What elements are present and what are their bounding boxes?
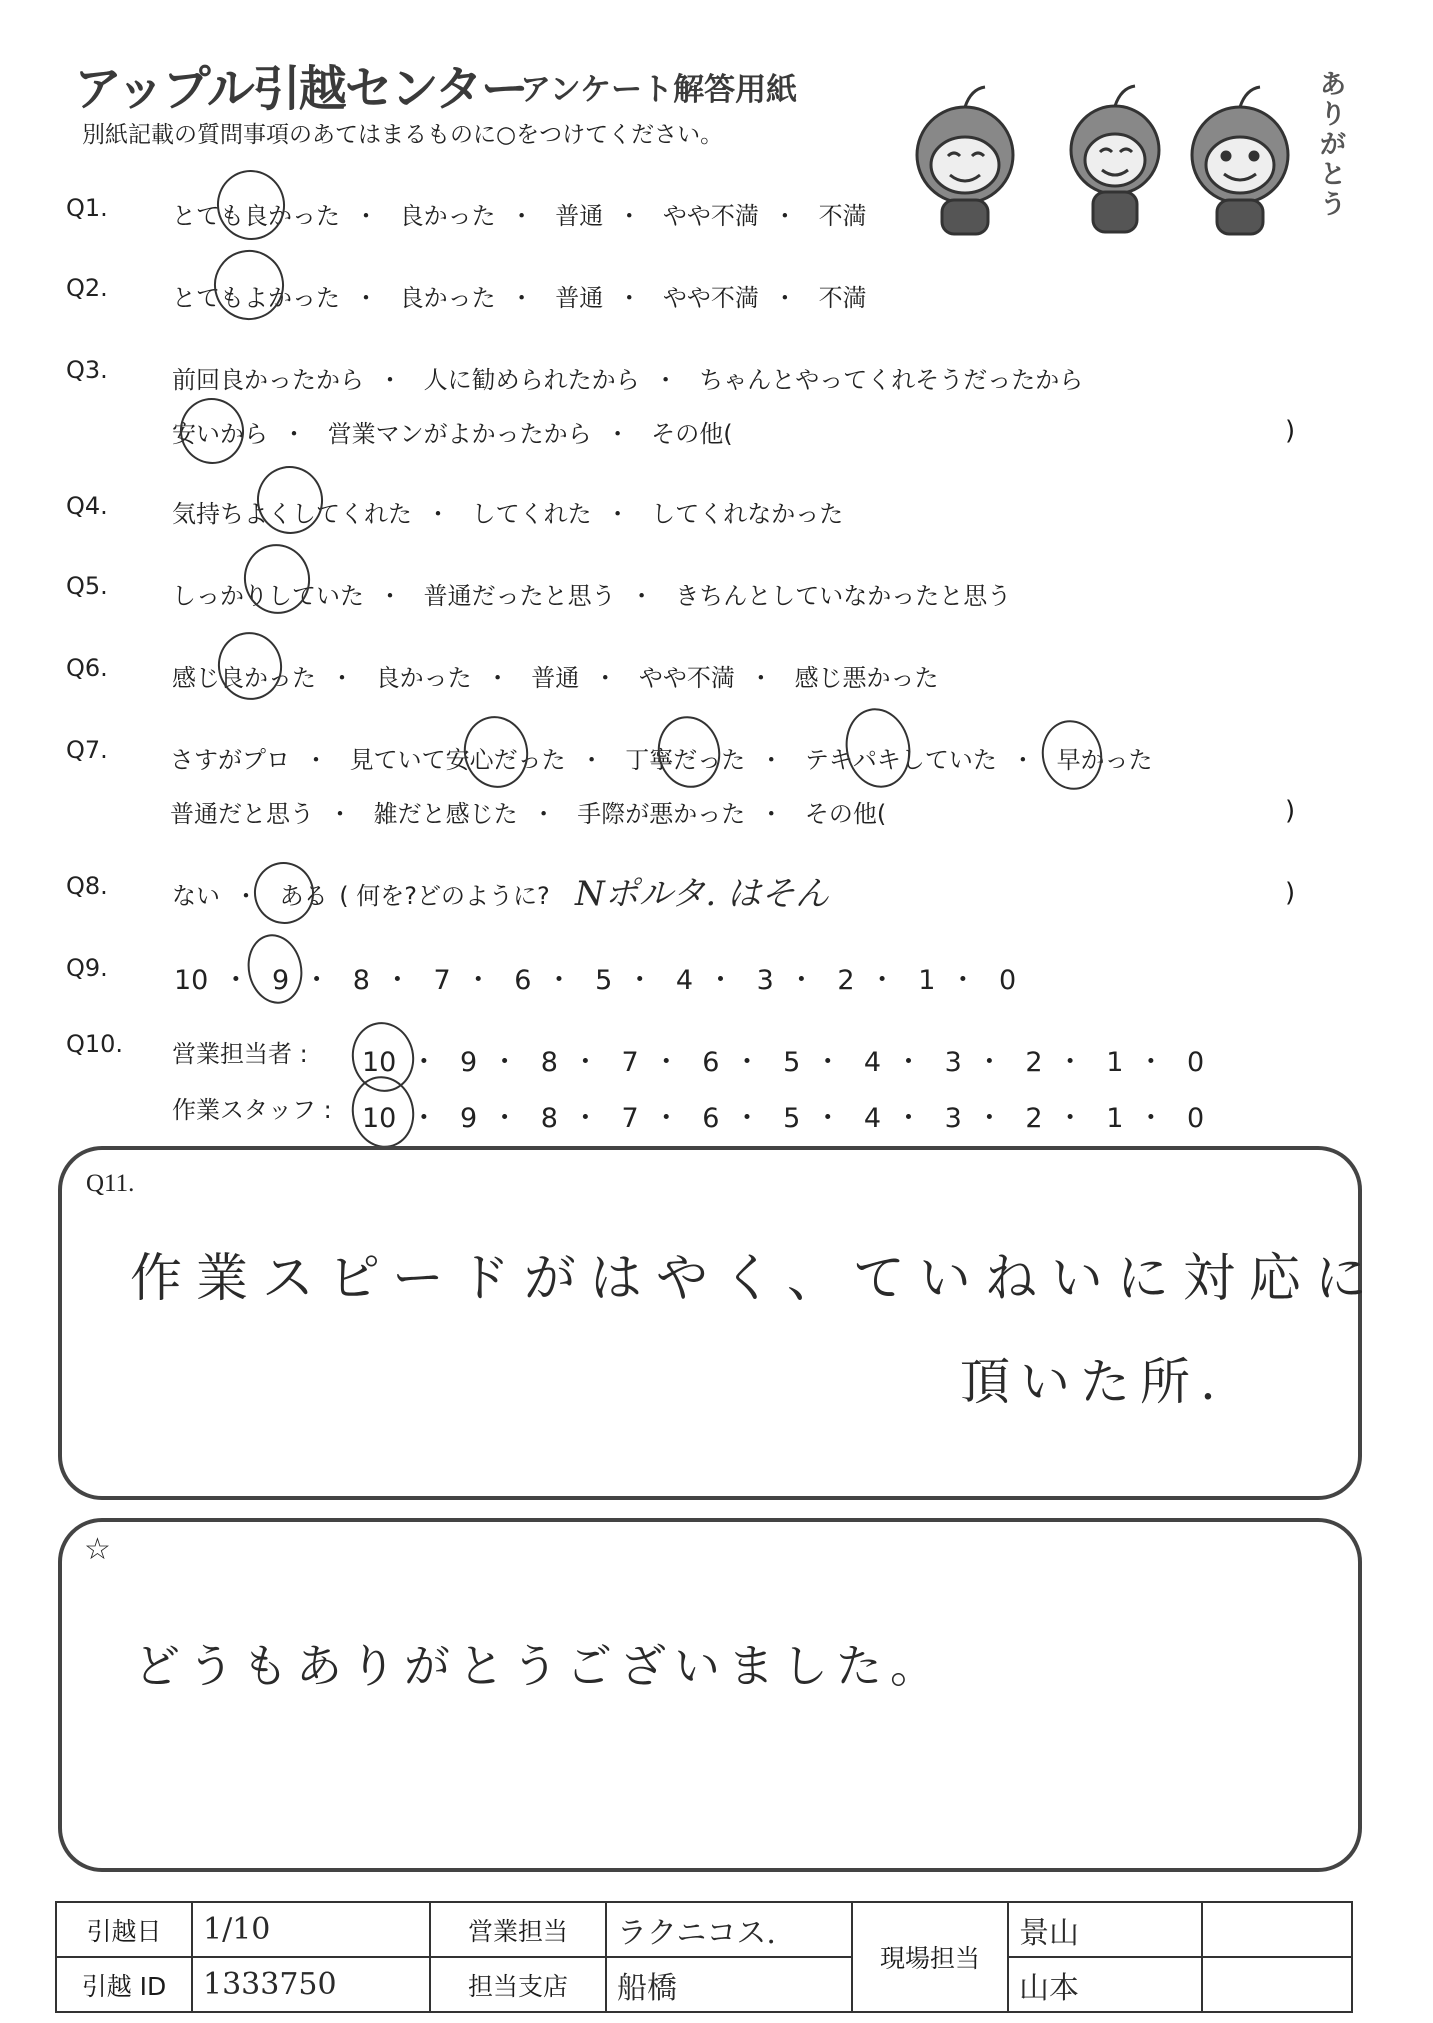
q10-staff-score[interactable]: 3 — [944, 1103, 962, 1134]
q1-label: Q1. — [66, 194, 108, 222]
selection-circle — [457, 710, 535, 794]
q10-sales-score[interactable]: 9 — [459, 1047, 478, 1078]
q7-option[interactable]: 雑だと感じた — [373, 800, 518, 828]
q6-option[interactable]: 感じ悪かった — [794, 664, 939, 692]
branch-label: 担当支店 — [430, 1957, 606, 2012]
q3-option[interactable]: 安いから — [172, 420, 268, 448]
selection-circle — [1035, 715, 1108, 796]
empty-cell — [1202, 1957, 1352, 2012]
q3-option[interactable]: 営業マンがよかったから — [327, 420, 592, 448]
q1-option[interactable]: 普通 — [555, 202, 604, 230]
move-id-value[interactable]: 1333750 — [192, 1957, 430, 2012]
move-date-label: 引越日 — [56, 1902, 192, 1957]
q9-label: Q9. — [66, 954, 108, 982]
q10-staff-label: 作業スタッフ : — [172, 1096, 332, 1124]
star-handwritten-comment: どうもありがとうございました。 — [134, 1639, 944, 1693]
selection-circle — [838, 702, 917, 794]
q1-option[interactable]: 不満 — [818, 202, 867, 230]
q7-option[interactable]: テキパキしていた — [804, 746, 997, 774]
q10-sales-score[interactable]: 3 — [944, 1047, 962, 1078]
empty-cell — [1202, 1902, 1352, 1957]
q11-comment-box[interactable] — [58, 1146, 1362, 1500]
mascot-illustration — [890, 60, 1360, 240]
selection-circle — [345, 1070, 421, 1153]
q1-options: とても良かった ・ 良かった ・ 普通 ・ やや不満 ・ 不満 — [172, 196, 867, 231]
q7-close-paren: ) — [1285, 796, 1296, 826]
selection-circle — [174, 392, 250, 470]
q3-close-paren: ) — [1285, 416, 1296, 446]
form-title: アップル引越センター — [74, 61, 527, 117]
q6-option[interactable]: やや不満 — [638, 664, 735, 692]
q9-score[interactable]: 6 — [514, 965, 532, 996]
site-staff-label: 現場担当 — [852, 1902, 1008, 2012]
site-staff-value-2[interactable]: 山本 — [1008, 1957, 1202, 2012]
star-icon: ☆ — [84, 1533, 111, 1566]
q10-staff-score[interactable]: 7 — [621, 1103, 639, 1134]
q10-sales-score[interactable]: 2 — [1025, 1047, 1043, 1078]
q7-option[interactable]: 早かった — [1056, 746, 1153, 774]
q3-label: Q3. — [66, 356, 108, 384]
selection-circle — [212, 626, 289, 706]
q9-score[interactable]: 0 — [998, 965, 1017, 996]
q6-label: Q6. — [66, 654, 108, 682]
site-staff-value-1[interactable]: 景山 — [1008, 1902, 1202, 1957]
q3-option-other[interactable]: その他( — [651, 420, 733, 448]
q10-staff-score[interactable]: 8 — [540, 1103, 558, 1134]
q9-score[interactable]: 5 — [595, 965, 613, 996]
q6-option[interactable]: 普通 — [531, 664, 580, 692]
q11-label: Q11. — [86, 1170, 135, 1197]
q8-option[interactable]: ない — [172, 882, 220, 910]
q10-staff-score[interactable]: 6 — [702, 1103, 720, 1134]
q2-label: Q2. — [66, 274, 108, 302]
q5-option[interactable]: きちんとしていなかったと思う — [675, 582, 1012, 610]
q8-options: ない ・ ある ( 何を?どのように? — [172, 876, 550, 911]
q3-options-line1: 前回良かったから ・ 人に勧められたから ・ ちゃんとやってくれそうだったから — [172, 360, 1083, 395]
q2-options: とてもよかった ・ 良かった ・ 普通 ・ やや不満 ・ 不満 — [172, 278, 867, 313]
q3-option[interactable]: 前回良かったから — [172, 366, 364, 394]
q7-options-line1: さすがプロ ・ 見ていて安心だった ・ 丁寧だった ・ テキパキしていた ・ 早かった — [170, 740, 1153, 775]
q4-label: Q4. — [66, 492, 108, 520]
q10-sales-score[interactable]: 6 — [702, 1047, 720, 1078]
q10-staff-score[interactable]: 0 — [1186, 1103, 1205, 1134]
q10-staff-score[interactable]: 9 — [459, 1103, 478, 1134]
q2-option[interactable]: 普通 — [555, 284, 604, 312]
q9-score[interactable]: 1 — [918, 965, 936, 996]
q2-option[interactable]: 良かった — [399, 284, 496, 312]
q4-option[interactable]: 気持ちよくしてくれた — [172, 500, 412, 528]
q1-option[interactable]: やや不満 — [662, 202, 759, 230]
selection-circle — [651, 710, 727, 793]
q10-staff-score[interactable]: 2 — [1025, 1103, 1043, 1134]
q10-sales-score[interactable]: 1 — [1106, 1047, 1124, 1078]
q9-score[interactable]: 8 — [352, 965, 370, 996]
q11-handwritten-line2: 頂いた所. — [960, 1353, 1226, 1411]
instruction-text: 別紙記載の質問事項のあてはまるものに○をつけてください。 — [82, 122, 724, 148]
q5-option[interactable]: しっかりしていた — [172, 582, 364, 610]
q6-options: 感じ良かった ・ 良かった ・ 普通 ・ やや不満 ・ 感じ悪かった — [172, 658, 939, 693]
q10-label: Q10. — [66, 1030, 124, 1058]
form-subtitle: アンケート解答用紙 — [520, 72, 798, 108]
q8-handwritten-answer[interactable]: Nポルタ. はそん — [575, 874, 830, 914]
q10-sales-score[interactable]: 7 — [621, 1047, 639, 1078]
monkey-mascot-icon — [890, 60, 1360, 240]
q11-handwritten-line1: 作業スピードがはやく、ていねいに対応に — [130, 1249, 1381, 1309]
q10-sales-scale: 10 ・ 9 ・ 8 ・ 7 ・ 6 ・ 5 ・ 4 ・ 3 ・ 2 ・ 1 ・ 0 — [362, 1047, 1205, 1078]
q8-option[interactable]: ある — [279, 882, 328, 910]
q10-sales-label: 営業担当者 : — [172, 1040, 308, 1068]
q7-options-line2: 普通だと思う ・ 雑だと感じた ・ 手際が悪かった ・ その他( — [170, 794, 886, 829]
q8-prompt: ( 何を?どのように? — [339, 882, 550, 910]
q2-option[interactable]: とてもよかった — [172, 284, 340, 312]
q7-option[interactable]: さすがプロ — [170, 746, 290, 774]
q10-staff-scale: 10 ・ 9 ・ 8 ・ 7 ・ 6 ・ 5 ・ 4 ・ 3 ・ 2 ・ 1 ・ 0 — [362, 1103, 1205, 1134]
sales-rep-value[interactable]: ラクニコス. — [606, 1902, 852, 1957]
q10-sales-score[interactable]: 8 — [540, 1047, 558, 1078]
move-id-label: 引越 ID — [56, 1957, 192, 2012]
q4-options: 気持ちよくしてくれた ・ してくれた ・ してくれなかった — [172, 494, 843, 529]
q6-option[interactable]: 良かった — [375, 664, 472, 692]
q9-score[interactable]: 9 — [271, 965, 290, 996]
sales-rep-label: 営業担当 — [430, 1902, 606, 1957]
q9-score[interactable]: 7 — [433, 965, 451, 996]
q10-sales-score[interactable]: 10 — [362, 1047, 397, 1078]
q1-option[interactable]: 良かった — [399, 202, 496, 230]
q2-option[interactable]: 不満 — [818, 284, 867, 312]
q3-option[interactable]: ちゃんとやってくれそうだったから — [699, 366, 1084, 394]
q7-option-other[interactable]: その他( — [804, 800, 887, 828]
q6-option[interactable]: 感じ良かった — [172, 664, 316, 692]
selection-circle — [207, 243, 290, 326]
q9-score[interactable]: 3 — [756, 965, 774, 996]
q5-options: しっかりしていた ・ 普通だったと思う ・ きちんとしていなかったと思う — [172, 576, 1011, 611]
q5-label: Q5. — [66, 572, 108, 600]
q10-sales-score[interactable]: 4 — [863, 1047, 882, 1078]
q5-option[interactable]: 普通だったと思う — [423, 582, 616, 610]
q7-option[interactable]: 普通だと思う — [170, 800, 314, 828]
q7-option[interactable]: 丁寧だった — [625, 746, 746, 774]
selection-circle — [248, 856, 320, 929]
q10-staff-score[interactable]: 1 — [1106, 1103, 1124, 1134]
move-date-value[interactable]: 1/10 — [192, 1902, 430, 1957]
q2-option[interactable]: やや不満 — [662, 284, 759, 312]
q9-score[interactable]: 10 — [174, 965, 209, 996]
q3-option[interactable]: 人に勧められたから — [423, 366, 640, 394]
q10-staff-score[interactable]: 5 — [783, 1103, 801, 1134]
q7-label: Q7. — [66, 736, 108, 764]
q3-options-line2: 安いから ・ 営業マンがよかったから ・ その他( — [172, 414, 733, 449]
q4-option[interactable]: してくれなかった — [651, 500, 844, 528]
q9-score[interactable]: 2 — [837, 965, 855, 996]
q7-option[interactable]: 手際が悪かった — [577, 800, 746, 828]
q10-staff-score[interactable]: 10 — [362, 1103, 397, 1134]
selection-circle — [210, 164, 291, 247]
q8-label: Q8. — [66, 872, 108, 900]
q8-close-paren: ) — [1285, 878, 1296, 908]
q9-scale: 10 ・ 9 ・ 8 ・ 7 ・ 6 ・ 5 ・ 4 ・ 3 ・ 2 ・ 1 ・ 0 — [174, 965, 1017, 996]
q7-option[interactable]: 見ていて安心だった — [349, 746, 566, 774]
branch-value[interactable]: 船橋 — [606, 1957, 852, 2012]
q1-option[interactable]: とても良かった — [172, 202, 340, 230]
q9-score[interactable]: 4 — [675, 965, 694, 996]
q4-option[interactable]: してくれた — [471, 500, 592, 528]
q10-sales-score[interactable]: 0 — [1186, 1047, 1205, 1078]
mascot-caption: ありがとう — [1320, 70, 1347, 220]
q10-sales-score[interactable]: 5 — [783, 1047, 801, 1078]
record-table — [55, 1901, 1353, 2013]
q10-staff-score[interactable]: 4 — [863, 1103, 882, 1134]
